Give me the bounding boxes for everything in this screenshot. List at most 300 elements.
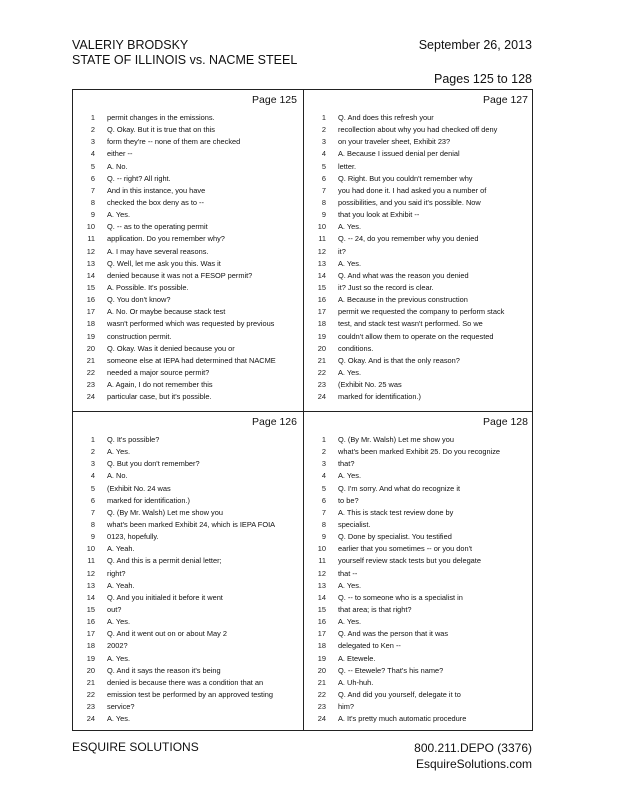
- line-number: 10: [86, 222, 95, 232]
- transcript-line: [304, 628, 534, 640]
- transcript-line: [304, 233, 534, 245]
- line-number: 15: [86, 604, 95, 614]
- line-number: 12: [86, 568, 95, 578]
- transcript-line: [304, 136, 534, 148]
- line-number: 13: [317, 580, 326, 590]
- transcript-line: [73, 306, 303, 318]
- transcript-line: [73, 258, 303, 270]
- line-text: test, and stack test wasn't performed. So we: [338, 319, 483, 329]
- transcript-line: [73, 555, 303, 567]
- transcript-line: [304, 185, 534, 197]
- transcript-line: [73, 197, 303, 209]
- line-text: Q. And this is a permit denial letter;: [107, 556, 222, 566]
- website: EsquireSolutions.com: [415, 757, 532, 771]
- line-text: Q. Done by specialist. You testified: [338, 532, 452, 542]
- line-text: A. Because in the previous construction: [338, 295, 468, 305]
- line-text: A. Yes.: [338, 617, 362, 627]
- line-number: 3: [321, 459, 326, 469]
- line-text: Q. Okay. But it is true that on this: [107, 125, 215, 135]
- transcript-line: [304, 318, 534, 330]
- transcript-line: [73, 677, 303, 689]
- transcript-line: [304, 483, 534, 495]
- line-text: that --: [338, 568, 358, 578]
- line-text: that area; is that right?: [338, 604, 412, 614]
- line-number: 24: [317, 714, 326, 724]
- line-number: 7: [321, 507, 326, 517]
- line-number: 11: [318, 556, 326, 566]
- line-text: A. No.: [107, 161, 128, 171]
- line-text: what's been marked Exhibit 24, which is IEPA FOIA: [107, 519, 276, 529]
- transcript-line: [304, 653, 534, 665]
- page-label: Page 126: [252, 416, 297, 428]
- transcript-line: [73, 318, 303, 330]
- line-text: A. Again, I do not remember this: [107, 380, 213, 390]
- line-number: 6: [321, 495, 326, 505]
- transcript-line: [73, 270, 303, 282]
- line-text: earlier that you sometimes -- or you don't: [338, 544, 473, 554]
- line-number: 21: [86, 677, 95, 687]
- line-text: A. I may have several reasons.: [107, 246, 209, 256]
- deposition-date: September 26, 2013: [418, 38, 532, 52]
- line-text: A. It's pretty much automatic procedure: [338, 714, 467, 724]
- line-text: Q. -- as to the operating permit: [107, 222, 208, 232]
- line-text: denied is because there was a condition that an: [107, 677, 264, 687]
- line-number: 6: [321, 173, 326, 183]
- line-number: 20: [317, 343, 326, 353]
- line-text: marked for identification.): [338, 392, 421, 402]
- line-number: 2: [321, 447, 326, 457]
- transcript-line: [73, 653, 303, 665]
- line-text: 0123, hopefully.: [107, 532, 159, 542]
- line-number: 14: [86, 592, 95, 602]
- line-number: 5: [90, 161, 95, 171]
- line-text: (Exhibit No. 25 was: [338, 380, 402, 390]
- line-text: Q. (By Mr. Walsh) Let me show you: [338, 435, 454, 444]
- line-text: possibilities, and you said it's possible. Now: [338, 197, 481, 207]
- line-number: 7: [90, 507, 95, 517]
- line-number: 4: [321, 471, 326, 481]
- transcript-line: [73, 701, 303, 713]
- line-number: 13: [86, 580, 95, 590]
- line-number: 16: [317, 295, 326, 305]
- line-text: Q. -- to someone who is a specialist in: [338, 592, 463, 602]
- transcript-page-128: [304, 412, 534, 733]
- line-number: 9: [321, 532, 326, 542]
- transcript-line: [304, 677, 534, 689]
- transcript-line: [73, 531, 303, 543]
- line-number: 19: [86, 653, 95, 663]
- line-text: Q. You don't know?: [107, 295, 171, 305]
- line-text: A. Because I issued denial per denial: [338, 149, 460, 159]
- line-text: needed a major source permit?: [107, 367, 210, 377]
- transcript-line: [304, 270, 534, 282]
- line-text: construction permit.: [107, 331, 172, 341]
- line-number: 3: [90, 459, 95, 469]
- line-number: 7: [90, 185, 95, 195]
- transcript-line: [73, 221, 303, 233]
- transcript-line: [73, 628, 303, 640]
- line-number: 24: [86, 714, 95, 724]
- line-text: couldn't allow them to operate on the requested: [338, 331, 494, 341]
- transcript-line: [304, 604, 534, 616]
- line-text: A. Yes.: [107, 210, 131, 220]
- line-text: Q. And does this refresh your: [338, 113, 434, 122]
- line-number: 19: [317, 653, 326, 663]
- line-text: A. Yes.: [107, 447, 131, 457]
- line-number: 18: [317, 319, 326, 329]
- line-text: Q. But you don't remember?: [107, 459, 200, 469]
- transcript-line: [304, 555, 534, 567]
- transcript-line: [304, 616, 534, 628]
- transcript-line: [73, 173, 303, 185]
- line-number: 14: [86, 270, 95, 280]
- line-text: specialist.: [338, 519, 371, 529]
- line-number: 15: [317, 282, 326, 292]
- line-number: 6: [90, 173, 95, 183]
- line-text: Q. Okay. Was it denied because you or: [107, 343, 235, 353]
- line-number: 10: [86, 544, 95, 554]
- transcript-line: [304, 446, 534, 458]
- line-text: conditions.: [338, 343, 374, 353]
- line-number: 10: [317, 222, 326, 232]
- line-text: And in this instance, you have: [107, 185, 206, 195]
- line-text: Q. -- 24, do you remember why you denied: [338, 234, 479, 244]
- line-text: recollection about why you had checked off deny: [338, 125, 498, 135]
- transcript-line: [304, 306, 534, 318]
- line-number: 19: [86, 331, 95, 341]
- line-text: A. This is stack test review done by: [338, 507, 454, 517]
- transcript-line: [73, 391, 303, 403]
- transcript-line: [73, 580, 303, 592]
- transcript-line: [304, 568, 534, 580]
- line-text: checked the box deny as to --: [107, 197, 204, 207]
- line-text: you had done it. I had asked you a number of: [338, 185, 487, 195]
- transcript-line: [304, 434, 534, 446]
- line-text: denied because it was not a FESOP permit?: [107, 270, 253, 280]
- line-text: A. Yes.: [338, 471, 362, 481]
- line-text: permit we requested the company to perform stack: [338, 307, 505, 317]
- line-text: service?: [107, 702, 135, 712]
- line-text: Q. It's possible?: [107, 435, 160, 444]
- line-number: 24: [317, 392, 326, 402]
- line-text: (Exhibit No. 24 was: [107, 483, 171, 493]
- line-text: A. Yes.: [338, 367, 362, 377]
- line-text: A. Possible. It's possible.: [107, 282, 189, 292]
- transcript-line: [73, 331, 303, 343]
- transcript-line: [304, 580, 534, 592]
- transcript-line: [73, 604, 303, 616]
- line-text: Q. Right. But you couldn't remember why: [338, 173, 473, 183]
- transcript-line: [304, 543, 534, 555]
- transcript-line: [73, 209, 303, 221]
- line-number: 21: [86, 355, 95, 365]
- line-text: Q. I'm sorry. And what do recognize it: [338, 483, 461, 493]
- line-text: Q. And you initialed it before it went: [107, 592, 223, 602]
- line-number: 21: [317, 355, 326, 365]
- line-number: 22: [317, 689, 326, 699]
- transcript-line: [304, 258, 534, 270]
- transcript-line: [304, 689, 534, 701]
- transcript-lines: [304, 112, 534, 403]
- line-number: 13: [317, 258, 326, 268]
- line-number: 8: [321, 197, 326, 207]
- line-text: wasn't performed which was requested by previous: [107, 319, 275, 329]
- transcript-line: [73, 343, 303, 355]
- line-text: Q. And what was the reason you denied: [338, 270, 469, 280]
- transcript-line: [73, 616, 303, 628]
- transcript-page-125: [73, 90, 303, 411]
- transcript-line: [73, 294, 303, 306]
- line-number: 11: [318, 234, 326, 244]
- line-number: 9: [321, 210, 326, 220]
- transcript-lines: [304, 434, 534, 725]
- line-number: 23: [86, 702, 95, 712]
- line-number: 22: [317, 367, 326, 377]
- line-number: 12: [86, 246, 95, 256]
- line-text: A. No. Or maybe because stack test: [107, 307, 226, 317]
- line-number: 9: [90, 532, 95, 542]
- line-text: A. Yes.: [338, 580, 362, 590]
- line-text: 2002?: [107, 641, 128, 651]
- page-label: Page 127: [483, 94, 528, 106]
- line-number: 21: [317, 677, 326, 687]
- line-text: right?: [107, 568, 126, 578]
- line-text: either --: [107, 149, 133, 159]
- transcript-line: [73, 136, 303, 148]
- line-number: 8: [321, 519, 326, 529]
- line-text: A. Yes.: [107, 714, 131, 724]
- line-number: 20: [86, 665, 95, 675]
- transcript-line: [304, 391, 534, 403]
- line-text: Q. Well, let me ask you this. Was it: [107, 258, 221, 268]
- line-text: Q. (By Mr. Walsh) Let me show you: [107, 507, 223, 517]
- line-text: on your traveler sheet, Exhibit 23?: [338, 137, 451, 147]
- line-text: marked for identification.): [107, 495, 190, 505]
- case-header: [72, 38, 297, 68]
- line-number: 4: [90, 149, 95, 159]
- line-number: 15: [86, 282, 95, 292]
- line-number: 3: [90, 137, 95, 147]
- line-number: 14: [317, 270, 326, 280]
- line-text: A. Yes.: [107, 653, 131, 663]
- line-text: Q. And it went out on or about May 2: [107, 629, 227, 639]
- transcript-line: [73, 161, 303, 173]
- transcript-line: [73, 483, 303, 495]
- line-number: 17: [317, 307, 326, 317]
- line-number: 17: [317, 629, 326, 639]
- line-text: form they're -- none of them are checked: [107, 137, 241, 147]
- transcript-line: [304, 355, 534, 367]
- line-number: 2: [90, 447, 95, 457]
- line-text: A. Yes.: [338, 222, 362, 232]
- line-number: 14: [317, 592, 326, 602]
- line-number: 16: [86, 295, 95, 305]
- company-name: ESQUIRE SOLUTIONS: [72, 740, 199, 754]
- line-text: it? Just so the record is clear.: [338, 282, 434, 292]
- line-text: emission test be performed by an approved testing: [107, 689, 273, 699]
- line-text: delegated to Ken --: [338, 641, 401, 651]
- transcript-line: [73, 148, 303, 160]
- line-number: 16: [317, 617, 326, 627]
- line-text: to be?: [338, 495, 359, 505]
- line-number: 4: [90, 471, 95, 481]
- transcript-line: [73, 233, 303, 245]
- transcript-line: [73, 446, 303, 458]
- line-number: 5: [321, 483, 326, 493]
- line-number: 12: [317, 568, 326, 578]
- line-number: 15: [317, 604, 326, 614]
- line-text: yourself review stack tests but you delegate: [338, 556, 481, 566]
- line-number: 11: [87, 556, 95, 566]
- line-text: A. Yeah.: [107, 580, 135, 590]
- transcript-line: [304, 148, 534, 160]
- transcript-line: [73, 640, 303, 652]
- transcript-line: [73, 379, 303, 391]
- transcript-line: [73, 507, 303, 519]
- line-number: 9: [90, 210, 95, 220]
- line-number: 12: [317, 246, 326, 256]
- pages-range: Pages 125 to 128: [434, 72, 532, 86]
- line-text: Q. -- right? All right.: [107, 173, 171, 183]
- line-number: 18: [86, 319, 95, 329]
- witness-name: VALERIY BRODSKY: [72, 38, 189, 52]
- line-text: A. Uh-huh.: [338, 677, 374, 687]
- transcript-line: [304, 531, 534, 543]
- line-number: 17: [86, 629, 95, 639]
- transcript-line: [304, 701, 534, 713]
- line-text: Q. And was the person that it was: [338, 629, 449, 639]
- line-text: A. Yes.: [107, 617, 131, 627]
- transcript-line: [304, 592, 534, 604]
- line-number: 11: [87, 234, 95, 244]
- transcript-line: [304, 367, 534, 379]
- transcript-line: [304, 470, 534, 482]
- line-number: 20: [86, 343, 95, 353]
- transcript-line: [73, 713, 303, 725]
- transcript-line: [73, 470, 303, 482]
- line-text: permit changes in the emissions.: [107, 113, 215, 122]
- line-text: A. Yeah.: [107, 544, 135, 554]
- transcript-line: [73, 355, 303, 367]
- line-number: 7: [321, 185, 326, 195]
- line-number: 10: [317, 544, 326, 554]
- transcript-line: [304, 713, 534, 725]
- line-text: that you look at Exhibit --: [338, 210, 420, 220]
- transcript-lines: [73, 112, 303, 403]
- line-text: Q. And did you yourself, delegate it to: [338, 689, 461, 699]
- case-title: STATE OF ILLINOIS vs. NACME STEEL: [72, 53, 298, 67]
- page-label: Page 128: [483, 416, 528, 428]
- transcript-line: [73, 495, 303, 507]
- line-number: 4: [321, 149, 326, 159]
- line-number: 22: [86, 689, 95, 699]
- line-number: 1: [90, 113, 95, 122]
- line-number: 17: [86, 307, 95, 317]
- page-label: Page 125: [252, 94, 297, 106]
- line-number: 23: [86, 380, 95, 390]
- line-text: A. No.: [107, 471, 128, 481]
- transcript-line: [304, 507, 534, 519]
- line-number: 23: [317, 702, 326, 712]
- line-text: particular case, but it's possible.: [107, 392, 212, 402]
- line-number: 18: [317, 641, 326, 651]
- line-text: it?: [338, 246, 346, 256]
- transcript-page-127: [304, 90, 534, 411]
- transcript-line: [73, 458, 303, 470]
- line-number: 19: [317, 331, 326, 341]
- transcript-line: [73, 124, 303, 136]
- line-text: letter.: [338, 161, 357, 171]
- transcript-line: [304, 173, 534, 185]
- line-number: 22: [86, 367, 95, 377]
- transcript-line: [304, 495, 534, 507]
- line-number: 8: [90, 519, 95, 529]
- transcript-line: [304, 665, 534, 677]
- transcript-line: [73, 568, 303, 580]
- transcript-line: [73, 665, 303, 677]
- transcript-line: [73, 543, 303, 555]
- line-number: 2: [90, 125, 95, 135]
- line-text: Q. -- Etewele? That's his name?: [338, 665, 444, 675]
- line-text: Q. Okay. And is that the only reason?: [338, 355, 460, 365]
- transcript-line: [304, 197, 534, 209]
- line-number: 5: [321, 161, 326, 171]
- line-number: 5: [90, 483, 95, 493]
- line-text: him?: [338, 702, 355, 712]
- transcript-lines: [73, 434, 303, 725]
- line-number: 2: [321, 125, 326, 135]
- transcript-line: [73, 367, 303, 379]
- transcript-line: [304, 294, 534, 306]
- line-text: A. Yes.: [338, 258, 362, 268]
- transcript-line: [73, 185, 303, 197]
- line-text: that?: [338, 459, 355, 469]
- line-number: 1: [321, 113, 326, 122]
- transcript-line: [304, 640, 534, 652]
- line-text: application. Do you remember why?: [107, 234, 225, 244]
- transcript-line: [73, 112, 303, 124]
- transcript-grid: [72, 89, 533, 731]
- line-text: Q. And it says the reason it's being: [107, 665, 221, 675]
- transcript-line: [73, 519, 303, 531]
- transcript-line: [304, 331, 534, 343]
- transcript-line: [304, 246, 534, 258]
- transcript-line: [304, 221, 534, 233]
- line-text: A. Etewele.: [338, 653, 376, 663]
- contact-info: [414, 740, 532, 772]
- transcript-line: [304, 282, 534, 294]
- transcript-line: [304, 161, 534, 173]
- transcript-line: [73, 689, 303, 701]
- line-number: 6: [90, 495, 95, 505]
- line-number: 16: [86, 617, 95, 627]
- phone-number: 800.211.DEPO (3376): [414, 741, 532, 755]
- transcript-page-126: [73, 412, 303, 733]
- line-number: 23: [317, 380, 326, 390]
- transcript-line: [304, 343, 534, 355]
- transcript-line: [304, 209, 534, 221]
- line-text: out?: [107, 604, 122, 614]
- line-number: 1: [321, 435, 326, 444]
- line-text: what's been marked Exhibit 25. Do you recognize: [338, 447, 501, 457]
- line-number: 20: [317, 665, 326, 675]
- line-number: 8: [90, 197, 95, 207]
- transcript-line: [73, 434, 303, 446]
- line-number: 3: [321, 137, 326, 147]
- transcript-line: [73, 282, 303, 294]
- transcript-line: [304, 112, 534, 124]
- line-number: 1: [90, 435, 95, 444]
